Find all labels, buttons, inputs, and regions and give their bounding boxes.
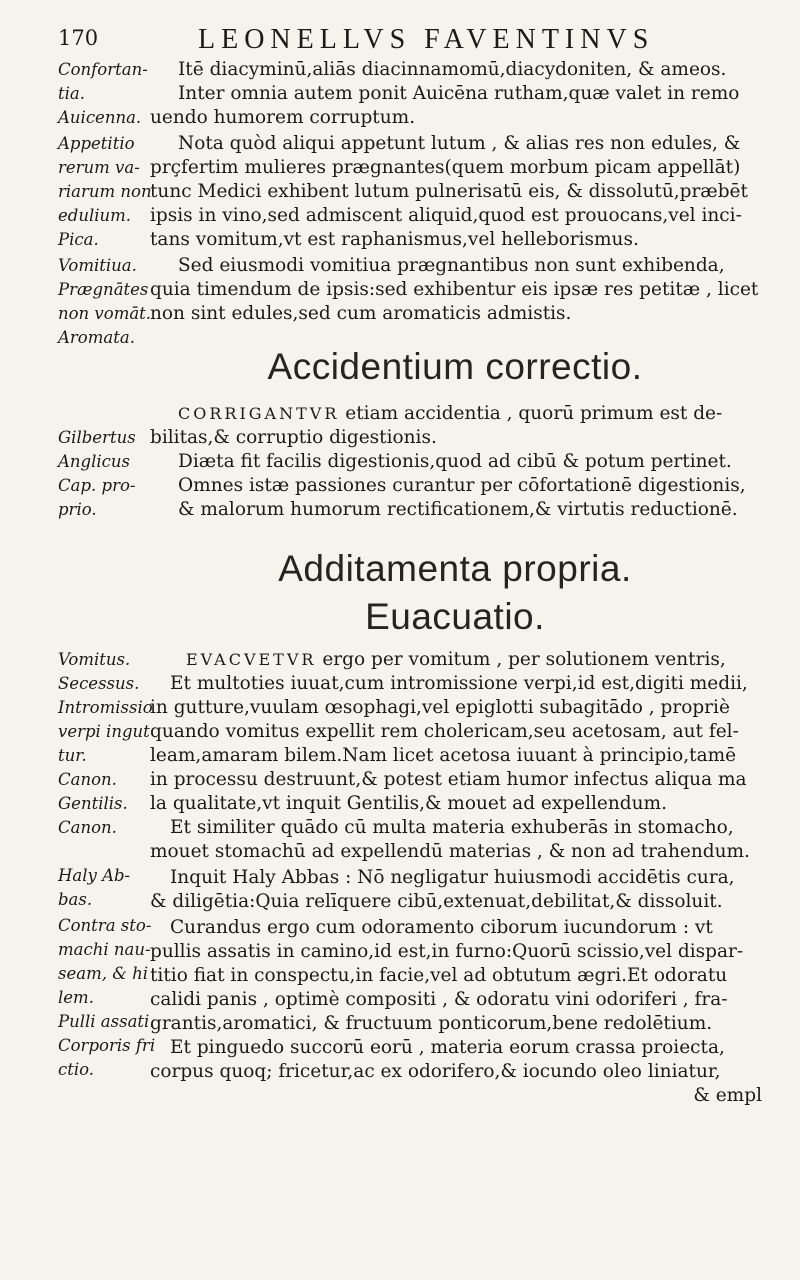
text-line: corpus quoq; fricetur,ac ex odorifero,& iocundo oleo liniatur, — [150, 1061, 721, 1082]
text-line: uendo humorem corruptum. — [150, 107, 416, 128]
margin-note: riarum non — [58, 182, 152, 201]
margin-note: rerum va- — [58, 158, 140, 177]
margin-note: Auicenna. — [58, 108, 142, 127]
text-line: Inquit Haly Abbas : Nō negligatur huiusmodi accidētis cura, — [170, 867, 735, 888]
text-line: Itē diacyminū,aliās diacinnamomū,diacydoniten, & ameos. — [178, 59, 727, 80]
text-line: tunc Medici exhibent lutum pulnerisatū eis, & dissolutū,præbēt — [150, 181, 748, 202]
margin-note: Secessus. — [58, 674, 140, 693]
text-fragment: etiam accidentia , quorū primum est de- — [345, 403, 723, 424]
margin-note: Prægnātes — [58, 280, 149, 299]
text-line: Nota quòd aliqui appetunt lutum , & alias res non edules, & — [178, 133, 741, 154]
text-line: & malorum humorum rectificationem,& virtutis reductionē. — [178, 499, 738, 520]
text-line: non sint edules,sed cum aromaticis admistis. — [150, 303, 572, 324]
margin-note: Appetitio — [58, 134, 135, 153]
text-line — [178, 402, 764, 426]
text-line: prçfertim mulieres prægnantes(quem morbum picam appellāt) — [150, 157, 741, 178]
margin-note: verpi ingut — [58, 722, 150, 741]
text-line: Sed eiusmodi vomitiua prægnantibus non sunt exhibenda, — [178, 255, 725, 276]
margin-note: Pulli assati. — [58, 1012, 155, 1031]
lead-word: EVACVETVR — [186, 650, 317, 669]
margin-note: Contra sto- — [58, 916, 152, 935]
margin-note: edulium. — [58, 206, 132, 225]
section-heading: Euacuatio. — [365, 596, 545, 637]
text-line: Et multoties iuuat,cum intromissione verpi,id est,digiti medii, — [170, 673, 748, 694]
text-line: calidi panis , optimè compositi , & odoratu vini odoriferi , fra- — [150, 989, 728, 1010]
text-line: pullis assatis in camino,id est,in furno:Quorū scissio,vel dispar- — [150, 941, 744, 962]
margin-note: bas. — [58, 890, 93, 909]
text-line: mouet stomachū ad expellendū materias , & non ad trahendum. — [150, 841, 750, 862]
margin-note: prio. — [58, 500, 97, 519]
margin-note: Gentilis. — [58, 794, 128, 813]
margin-note: Canon. — [58, 770, 117, 789]
text-line: titio fiat in conspectu,in facie,vel ad obtutum ægri.Et odoratu — [150, 965, 728, 986]
margin-note: Vomitiua. — [58, 256, 137, 275]
text-fragment: ergo per vomitum , per solutionem ventris, — [322, 649, 726, 670]
section-heading: Accidentium correctio. — [267, 346, 643, 387]
text-line — [186, 648, 764, 672]
text-line: Et similiter quādo cū multa materia exhuberās in stomacho, — [170, 817, 734, 838]
text-line: grantis,aromatici, & fructuum ponticorum,bene redolētium. — [150, 1013, 713, 1034]
text-line: la qualitate,vt inquit Gentilis,& mouet ad expellendum. — [150, 793, 667, 814]
text-line: Curandus ergo cum odoramento ciborum iucundorum : vt — [170, 917, 713, 938]
margin-note: seam, & hi — [58, 964, 149, 983]
margin-note: Gilbertus — [58, 428, 136, 447]
text-line: quando vomitus expellit rem cholericam,seu acetosam, aut fel- — [150, 721, 739, 742]
text-line: ipsis in vino,sed admiscent aliquid,quod est prouocans,vel inci- — [150, 205, 742, 226]
margin-note: Haly Ab- — [58, 866, 131, 885]
margin-note: Vomitus. — [58, 650, 131, 669]
text-line: in processu destruunt,& potest etiam humor infectus aliqua ma — [150, 769, 747, 790]
text-line: tans vomitum,vt est raphanismus,vel helleborismus. — [150, 229, 639, 250]
margin-note: Anglicus — [58, 452, 130, 471]
margin-note: Canon. — [58, 818, 117, 837]
page-number: 170 — [58, 26, 99, 50]
margin-note: Cap. pro- — [58, 476, 136, 495]
text-line: & diligētia:Quia relīquere cibū,extenuat,debilitat,& dissoluit. — [150, 891, 723, 912]
margin-note: Confortan- — [58, 60, 148, 79]
page-header — [0, 24, 800, 58]
margin-note: Corporis fri — [58, 1036, 156, 1055]
margin-note: Intromissio — [58, 698, 153, 717]
lead-word: CORRIGANTVR — [178, 404, 340, 423]
catchword: & empl — [693, 1085, 762, 1106]
running-head: LEONELLVS FAVENTINVS — [198, 24, 655, 55]
section-heading: Additamenta propria. — [278, 548, 632, 589]
text-line: leam,amaram bilem.Nam licet acetosa iuuant à principio,tamē — [150, 745, 737, 766]
margin-note: ctio. — [58, 1060, 95, 1079]
text-line: bilitas,& corruptio digestionis. — [150, 427, 437, 448]
margin-note: machi nau- — [58, 940, 151, 959]
text-line: Inter omnia autem ponit Auicēna rutham,quæ valet in remo — [178, 83, 740, 104]
margin-note: Aromata. — [58, 328, 135, 347]
margin-note: tur. — [58, 746, 87, 765]
margin-note: Pica. — [58, 230, 99, 249]
margin-note: tia. — [58, 84, 85, 103]
text-line: in gutture,vuulam œsophagi,vel epiglotti subagitādo , propriè — [150, 697, 730, 718]
text-line: quia timendum de ipsis:sed exhibentur eis ipsæ res petitæ , licet — [150, 279, 759, 300]
text-line: Et pinguedo succorū eorū , materia eorum crassa proiecta, — [170, 1037, 725, 1058]
margin-note: non vomāt. — [58, 304, 152, 323]
text-line: Omnes istæ passiones curantur per cōfortationē digestionis, — [178, 475, 746, 496]
text-line: Diæta fit facilis digestionis,quod ad cibū & potum pertinet. — [178, 451, 732, 472]
margin-note: lem. — [58, 988, 94, 1007]
